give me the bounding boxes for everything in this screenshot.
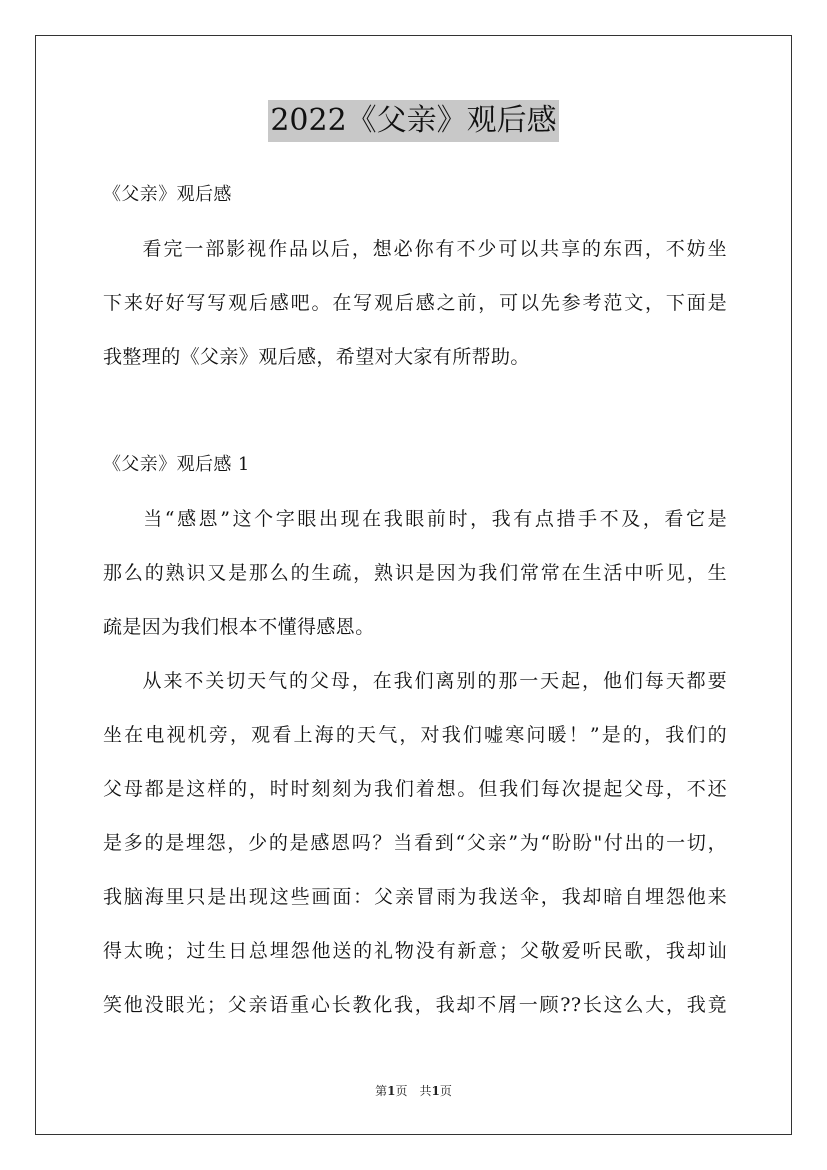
intro-line-1: 看完一部影视作品以后，想必你有不少可以共享的东西，不妨坐 <box>141 238 727 260</box>
para2-line-3: 父母都是这样的，时时刻刻为我们着想。但我们每次提起父母，不还 <box>103 778 727 800</box>
footer-total-pages: 1 <box>431 1084 440 1098</box>
para2-line-5: 我脑海里只是出现这些画面：父亲冒雨为我送伞，我却暗自埋怨他来 <box>103 886 727 908</box>
para1-line-1: 当“感恩”这个字眼出现在我眼前时，我有点措手不及，看它是 <box>141 508 727 530</box>
section-heading: 《父亲》观后感 1 <box>103 454 250 475</box>
intro-line-3: 我整理的《父亲》观后感，希望对大家有所帮助。 <box>103 346 530 368</box>
document-title-wrap <box>0 100 827 142</box>
footer-prefix: 第 <box>375 1084 388 1098</box>
document-title: 2022《父亲》观后感 <box>268 100 558 142</box>
document-body <box>103 168 727 1032</box>
para2-line-4: 是多的是埋怨，少的是感恩吗？当看到“父亲”为“盼盼"付出的一切， <box>103 832 727 854</box>
footer-suffix: 页 <box>439 1084 452 1098</box>
blank-spacer <box>103 384 727 438</box>
para2-line-1: 从来不关切天气的父母，在我们离别的那一天起，他们每天都要 <box>141 670 727 692</box>
para2-line-7: 笑他没眼光；父亲语重心长教化我，我却不屑一顾??长这么大，我竟 <box>103 994 727 1016</box>
para2-line-2: 坐在电视机旁，观看上海的天气，对我们嘘寒问暖！”是的，我们的 <box>103 724 727 746</box>
para1-line-3: 疏是因为我们根本不懂得感恩。 <box>103 616 375 638</box>
footer-mid: 页 共 <box>395 1084 432 1098</box>
para2-line-6: 得太晚；过生日总埋怨他送的礼物没有新意；父敬爱听民歌，我却讪 <box>103 940 727 962</box>
main-heading: 《父亲》观后感 <box>103 184 232 205</box>
intro-line-2: 下来好好写写观后感吧。在写观后感之前，可以先参考范文，下面是 <box>103 292 727 314</box>
page-footer <box>0 1082 827 1099</box>
para1-line-2: 那么的熟识又是那么的生疏，熟识是因为我们常常在生活中听见，生 <box>103 562 727 584</box>
footer-page-number: 1 <box>387 1084 396 1098</box>
